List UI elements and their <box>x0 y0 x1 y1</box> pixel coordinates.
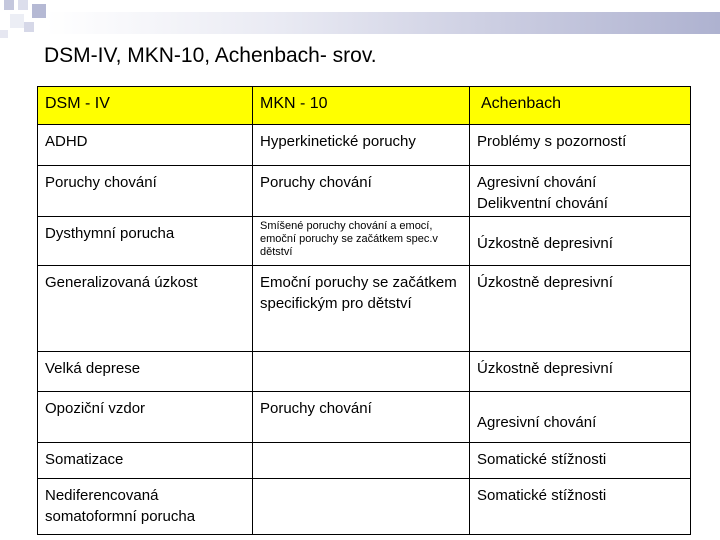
table-row <box>38 479 691 535</box>
header-dsm: DSM - IV <box>38 87 253 125</box>
decor-square <box>10 14 24 28</box>
cell-mkn <box>253 352 470 392</box>
cell-achenbach <box>470 166 691 217</box>
slide-decoration <box>0 0 720 36</box>
cell-achenbach: Somatické stížnosti <box>470 479 691 535</box>
table-row <box>38 125 691 166</box>
cell-mkn <box>253 479 470 535</box>
cell-achenbach: Úzkostně depresivní <box>470 352 691 392</box>
cell-dsm: Nediferencovaná somatoformní porucha <box>38 479 253 535</box>
table-header-row <box>38 87 691 125</box>
cell-achenbach-line: Delikventní chování <box>477 195 608 212</box>
cell-achenbach: Somatické stížnosti <box>470 443 691 479</box>
cell-mkn: Hyperkinetické poruchy <box>253 125 470 166</box>
slide-title: DSM-IV, MKN-10, Achenbach- srov. <box>44 44 377 67</box>
cell-achenbach-line: Agresivní chování <box>477 174 597 191</box>
cell-dsm: Somatizace <box>38 443 253 479</box>
cell-mkn: Poruchy chování <box>253 392 470 443</box>
table-row <box>38 166 691 217</box>
cell-achenbach: Problémy s pozorností <box>470 125 691 166</box>
cell-mkn: Smíšené poruchy chování a emocí, emoční poruchy se začátkem spec.v dětství <box>253 217 470 266</box>
header-achenbach <box>470 87 691 125</box>
decor-square <box>18 0 28 10</box>
header-achenbach-label: Achenbach <box>481 95 562 112</box>
decor-square <box>24 22 34 32</box>
table-row <box>38 443 691 479</box>
header-mkn: MKN - 10 <box>253 87 470 125</box>
table-row <box>38 217 691 266</box>
comparison-table <box>37 86 691 535</box>
cell-dsm: ADHD <box>38 125 253 166</box>
header-gradient-bar <box>46 12 720 34</box>
cell-achenbach: Úzkostně depresivní <box>470 266 691 352</box>
cell-dsm: Generalizovaná úzkost <box>38 266 253 352</box>
cell-dsm: Velká deprese <box>38 352 253 392</box>
decor-square <box>0 30 8 38</box>
cell-achenbach: Agresivní chování <box>470 392 691 443</box>
decor-square <box>32 4 46 18</box>
table-row <box>38 266 691 352</box>
cell-mkn: Poruchy chování <box>253 166 470 217</box>
cell-mkn <box>253 443 470 479</box>
cell-mkn: Emoční poruchy se začátkem specifickým pro dětství <box>253 266 470 352</box>
cell-achenbach: Úzkostně depresivní <box>470 217 691 266</box>
table-row <box>38 352 691 392</box>
table-row <box>38 392 691 443</box>
decor-square <box>4 0 14 10</box>
cell-dsm: Poruchy chování <box>38 166 253 217</box>
cell-dsm: Opoziční vzdor <box>38 392 253 443</box>
cell-dsm: Dysthymní porucha <box>38 217 253 266</box>
